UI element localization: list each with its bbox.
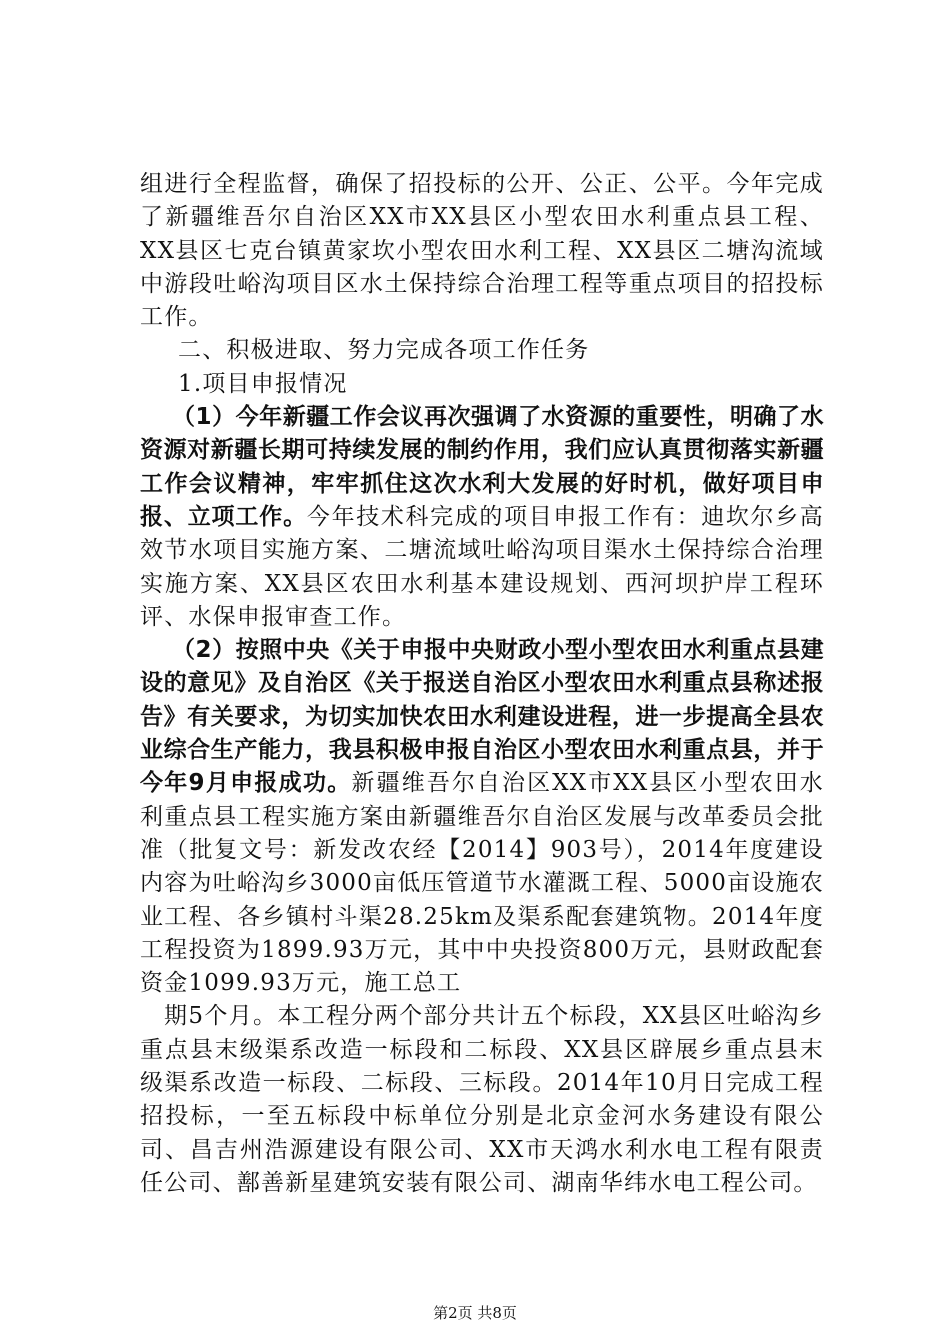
paragraph-item-2-emphasis: （2）按照中央《关于申报中央财政小型小型农田水利重点县建设的意见》及自治区《关于报送自治区小型农田水利重点县称述报告》有关要求，为切实加快农田水利建设进程，进一步提高全县农业综合生产能力，我县积极申报自治区小型农田水利重点县，并于今年9月申报成功。: [140, 637, 824, 797]
section-heading: 二、积极进取、努力完成各项工作任务: [178, 337, 590, 364]
subsection-heading: 1.项目申报情况: [178, 370, 348, 397]
document-body: [140, 168, 824, 1200]
paragraph-item-2-text: 新疆维吾尔自治区XX市XX县区小型农田水利重点县工程实施方案由新疆维吾尔自治区发展与改革委员会批准（批复文号：新发改农经【2014】903号），2014年度建设内容为吐峪沟乡3000亩低压管道节水灌溉工程、5000亩设施农业工程、各乡镇村斗渠28.25km及渠系配套建筑物。2014年度工程投资为1899.93万元，其中中央投资800万元，县财政配套资金1099.93万元，施工总工: [140, 770, 824, 997]
paragraph-tendering-summary: 组进行全程监督，确保了招投标的公开、公正、公平。今年完成了新疆维吾尔自治区XX市XX县区小型农田水利重点县工程、XX县区七克台镇黄家坎小型农田水利工程、XX县区二塘沟流域中游段吐峪沟项目区水土保持综合治理工程等重点项目的招投标工作。: [140, 171, 824, 331]
paragraph-construction-period: 期5个月。本工程分两个部分共计五个标段，XX县区吐峪沟乡重点县末级渠系改造一标段和二标段、XX县区辟展乡重点县末级渠系改造一标段、二标段、三标段。2014年10月日完成工程招投标，一至五标段中标单位分别是北京金河水务建设有限公司、昌吉州浩源建设有限公司、XX市天鸿水利水电工程有限责任公司、鄯善新星建筑安装有限公司、湖南华纬水电工程公司。: [140, 1003, 824, 1196]
paragraph-item-2: [140, 634, 824, 1000]
page-footer: 第2页 共8页: [433, 1304, 517, 1322]
paragraph-item-1: [140, 401, 824, 634]
paragraph-item-1-text: 今年技术科完成的项目申报工作有：迪坎尔乡高效节水项目实施方案、二塘流域吐峪沟项目渠水土保持综合治理实施方案、XX县区农田水利基本建设规划、西河坝护岸工程环评、水保申报审查工作。: [140, 503, 824, 630]
paragraph-item-1-emphasis: （1）今年新疆工作会议再次强调了水资源的重要性，明确了水资源对新疆长期可持续发展的制约作用，我们应认真贯彻落实新疆工作会议精神，牢牢抓住这次水利大发展的好时机，做好项目申报、立项工作。: [140, 404, 824, 530]
